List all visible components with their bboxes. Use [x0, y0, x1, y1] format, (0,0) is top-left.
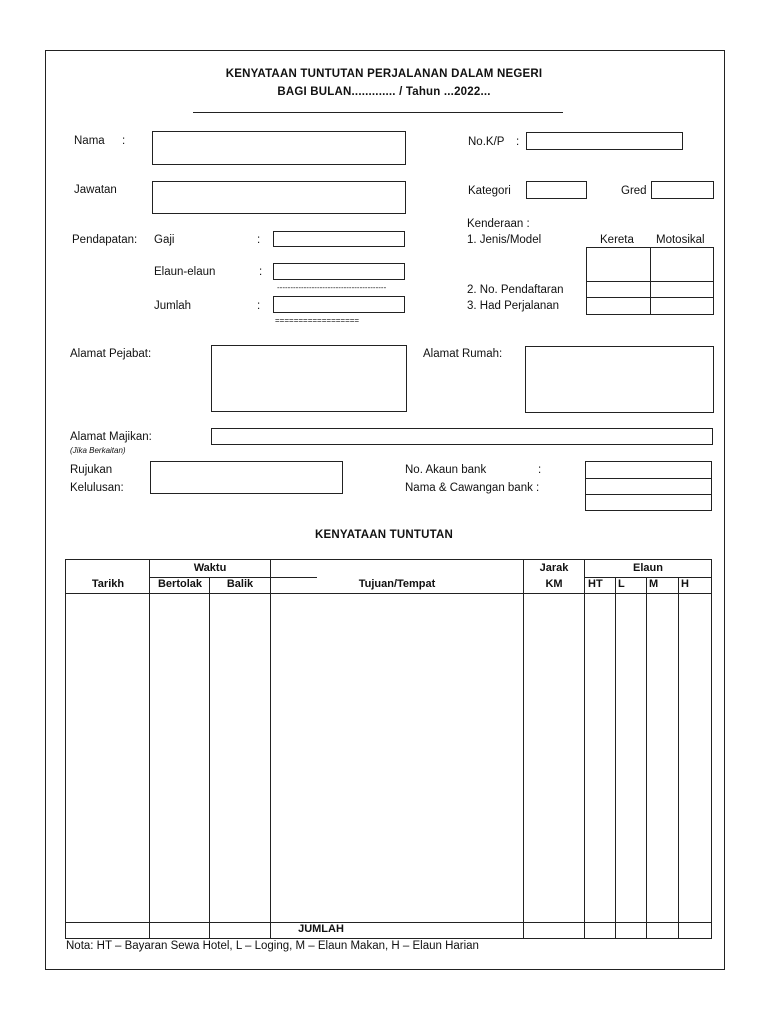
col-line-4 — [523, 560, 524, 938]
motosikal-jenis-input[interactable] — [650, 247, 714, 282]
col-h: H — [681, 578, 689, 590]
kereta-label: Kereta — [600, 234, 634, 246]
col-line-7 — [646, 577, 647, 938]
col-line-5 — [584, 560, 585, 938]
claims-section-title: KENYATAAN TUNTUTAN — [315, 529, 453, 541]
form-subtitle-period: BAGI BULAN............. / Tahun ...2022... — [277, 86, 491, 98]
nama-bank-input[interactable] — [585, 478, 712, 495]
alamat-rumah-label: Alamat Rumah: — [423, 348, 503, 360]
motosikal-pendaftaran-input[interactable] — [650, 281, 714, 298]
nokp-colon: : — [516, 136, 520, 148]
gaji-colon: : — [257, 234, 261, 246]
col-waktu: Waktu — [193, 562, 227, 574]
alamat-majikan-input[interactable] — [211, 428, 713, 445]
elaun-elaun-label: Elaun-elaun — [154, 266, 216, 278]
nama-input[interactable] — [152, 131, 406, 165]
jumlah-input[interactable] — [273, 296, 405, 313]
elaun-divider — [585, 577, 711, 578]
kelulusan-label: Kelulusan: — [70, 482, 124, 494]
kenderaan-label: Kenderaan : — [467, 218, 530, 230]
nama-cawangan-label: Nama & Cawangan bank : — [405, 482, 540, 494]
pendapatan-label: Pendapatan: — [72, 234, 138, 246]
total-double-line: ================== — [275, 316, 360, 325]
rujukan-label: Rujukan — [70, 464, 113, 476]
gred-label: Gred — [621, 185, 647, 197]
no-akaun-colon: : — [538, 464, 542, 476]
jawatan-input[interactable] — [152, 181, 406, 214]
jenis-model-label: 1. Jenis/Model — [467, 234, 542, 246]
jawatan-label: Jawatan — [74, 184, 117, 196]
alamat-rumah-input[interactable] — [525, 346, 714, 413]
col-balik: Balik — [226, 578, 254, 590]
col-km: KM — [545, 578, 563, 590]
kategori-label: Kategori — [468, 185, 511, 197]
col-line-3 — [270, 560, 271, 938]
kategori-input[interactable] — [526, 181, 587, 199]
col-line-8 — [678, 577, 679, 938]
subtotal-dash-line: ----------------------------------------- — [277, 283, 387, 292]
rujukan-kelulusan-input[interactable] — [150, 461, 343, 494]
title-underline — [193, 112, 563, 113]
jumlah-colon: : — [257, 300, 261, 312]
col-line-1 — [149, 560, 150, 938]
gaji-label: Gaji — [154, 234, 175, 246]
col-jarak: Jarak — [539, 562, 569, 574]
claims-table — [65, 559, 712, 939]
gred-input[interactable] — [651, 181, 714, 199]
cawangan-bank-input[interactable] — [585, 494, 712, 511]
col-elaun: Elaun — [633, 562, 663, 574]
kereta-jenis-input[interactable] — [586, 247, 651, 282]
nama-colon: : — [122, 135, 126, 147]
col-tarikh: Tarikh — [91, 578, 125, 590]
nokp-input[interactable] — [526, 132, 683, 150]
jumlah-label: Jumlah — [154, 300, 192, 312]
kereta-had-input[interactable] — [586, 297, 651, 315]
nama-label: Nama — [74, 135, 105, 147]
col-ht: HT — [588, 578, 603, 590]
kereta-pendaftaran-input[interactable] — [586, 281, 651, 298]
alamat-pejabat-input[interactable] — [211, 345, 407, 412]
motosikal-had-input[interactable] — [650, 297, 714, 315]
no-akaun-input[interactable] — [585, 461, 712, 479]
nokp-label: No.K/P — [468, 136, 505, 148]
jika-berkaitan-note: (Jika Berkaitan) — [70, 446, 126, 455]
elaun-input[interactable] — [273, 263, 405, 280]
no-pendaftaran-label: 2. No. Pendaftaran — [467, 284, 564, 296]
alamat-majikan-label: Alamat Majikan: — [70, 431, 152, 443]
col-m: M — [649, 578, 659, 590]
no-akaun-label: No. Akaun bank — [405, 464, 487, 476]
elaun-colon: : — [259, 266, 263, 278]
col-line-2 — [209, 577, 210, 938]
footer-note: Nota: HT – Bayaran Sewa Hotel, L – Loging, M – Elaun Makan, H – Elaun Harian — [66, 940, 479, 952]
jumlah-total-label: JUMLAH — [298, 923, 344, 935]
form-title: KENYATAAN TUNTUTAN PERJALANAN DALAM NEGERI — [225, 68, 543, 80]
had-perjalanan-label: 3. Had Perjalanan — [467, 300, 560, 312]
alamat-pejabat-label: Alamat Pejabat: — [70, 348, 152, 360]
motosikal-label: Motosikal — [656, 234, 705, 246]
gaji-input[interactable] — [273, 231, 405, 247]
col-l: L — [618, 578, 625, 590]
col-tujuan: Tujuan/Tempat — [358, 578, 436, 590]
col-line-6 — [615, 577, 616, 938]
col-bertolak: Bertolak — [157, 578, 203, 590]
